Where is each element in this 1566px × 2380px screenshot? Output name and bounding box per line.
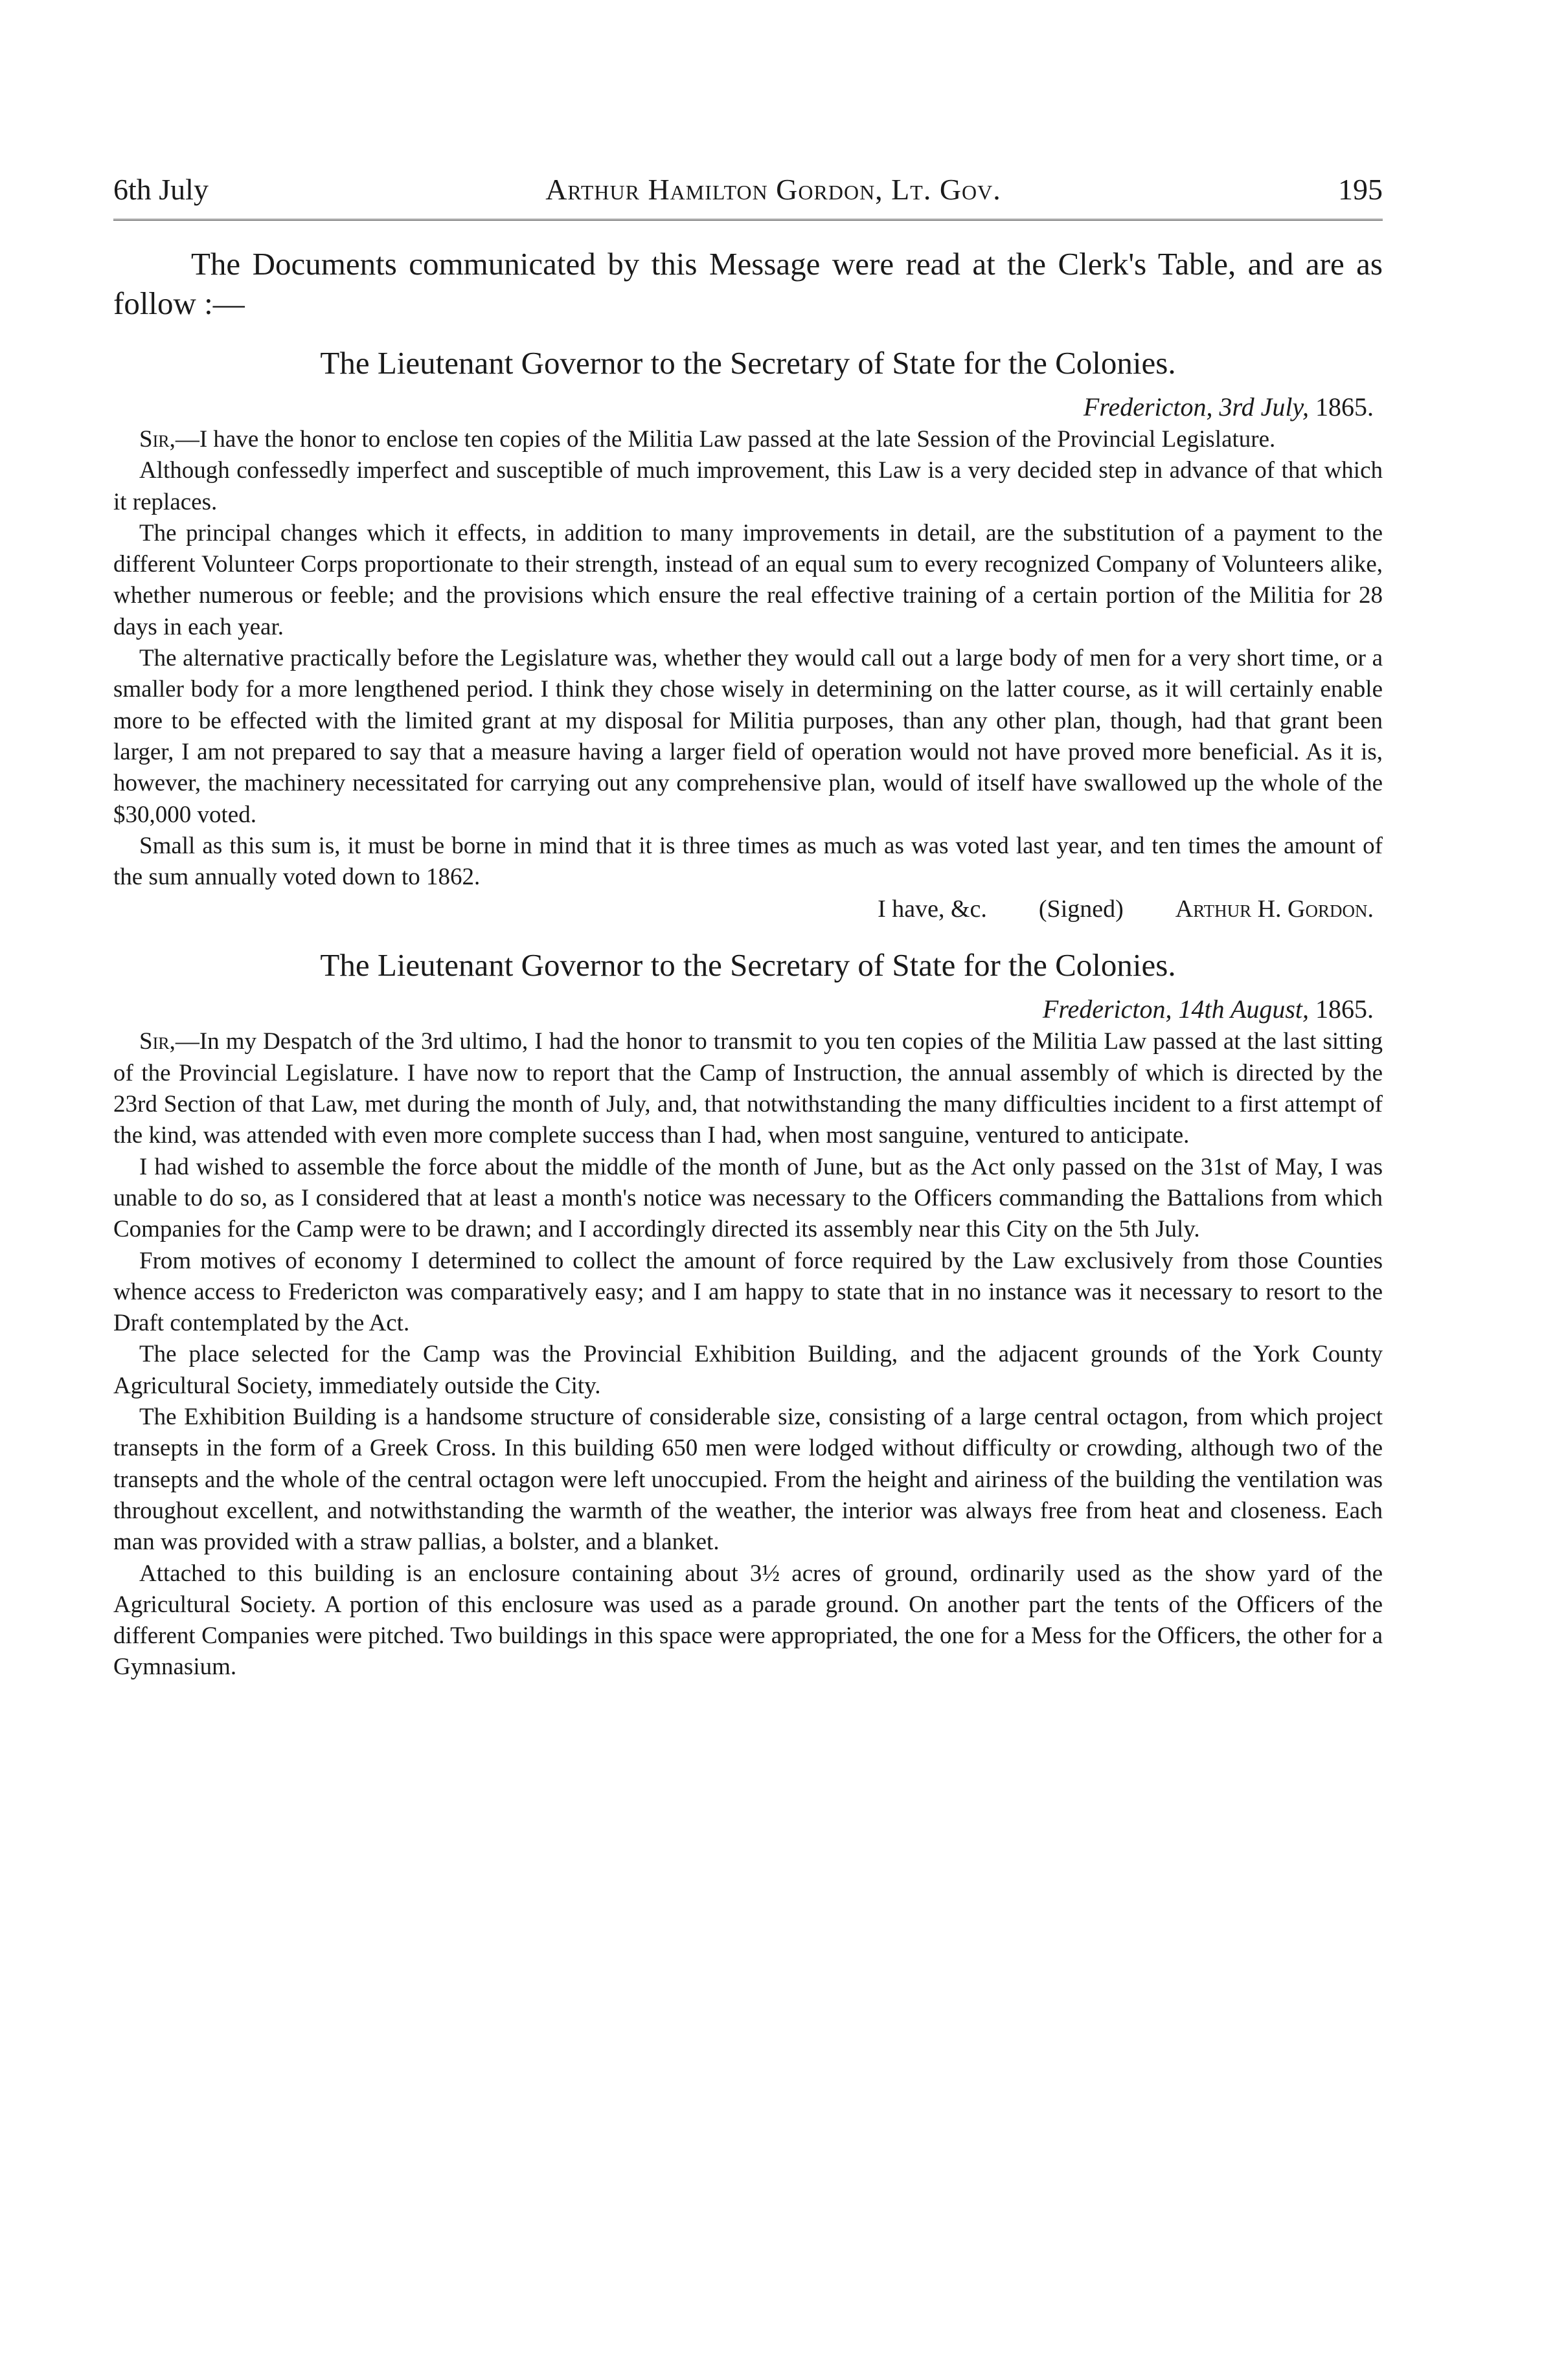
letter-2-dateline-year: 1865. [1315,994,1374,1024]
letter-1-paragraph: The principal changes which it effects, in addition to many improvements in detail, are the substitution of a payment to the different Volunteer Corps proportionate to their strength, instead of an equal sum to every recognized Company of Volunteers alike, whether numerous or feeble; and the provisions which ensure the real effective training of a certain portion of the Militia for 28 days in each year. [113,519,1383,640]
letter-2-paragraph: Sir,—In my Despatch of the 3rd ultimo, I had the honor to transmit to you ten copies of the Militia Law passed at the last sitting of the Provincial Legislature. I have now to report that the Camp of Instruction, the annual assembly of which is directed by the 23rd Section of that Law, met during the month of July, and, that notwithstanding the many difficulties incident to a first attempt of the kind, was attended with even more complete success than I had, when most sanguine, ventured to anticipate. [113,1028,1383,1149]
letter-1 [113,344,1383,925]
letter-1-paragraph: The alternative practically before the Legislature was, whether they would call out a large body of men for a very short time, or a smaller body for a more lengthened period. I think they chose wisely in determining on the latter course, as it will certainly enable more to be effected with the limited grant at my disposal for Militia purposes, than any other plan, though, had that grant been larger, I am not prepared to say that a measure having a larger field of operation would not have proved more beneficial. As it is, however, the machinery necessitated for carrying out any comprehensive plan, would of itself have swallowed up the whole of the $30,000 voted. [113,645,1383,828]
letter-2-dateline [113,993,1374,1026]
document-page [113,175,1383,1683]
letter-2-paragraph: From motives of economy I determined to collect the amount of force required by the Law exclusively from those Counties whence access to Fredericton was comparatively easy; and I am happy to state that in no instance was it necessary to resort to the Draft contemplated by the Act. [113,1247,1383,1337]
running-header [113,175,1383,205]
letter-1-signature [113,893,1374,925]
letter-2-paragraph: I had wished to assemble the force about the middle of the month of June, but as the Act only passed on the 31st of May, I was unable to do so, as I considered that at least a month's notice was necessary to the Officers commanding the Battalions from which Companies for the Camp were to be drawn; and I accordingly directed its assembly near this City on the 5th July. [113,1153,1383,1243]
header-rule [113,219,1383,221]
letter-1-signed: (Signed) [1038,895,1124,923]
intro-paragraph: The Documents communicated by this Message were read at the Clerk's Table, and are as follow :— [113,246,1383,321]
header-date: 6th July [113,173,209,206]
letter-2-dateline-place: Fredericton, 14th August, [1042,994,1309,1024]
letter-2 [113,946,1383,1683]
letter-1-signer: Arthur H. Gordon. [1175,895,1374,923]
letter-2-paragraph: The place selected for the Camp was the Provincial Exhibition Building, and the adjacent grounds of the York County Agricultural Society, immediately outside the City. [113,1341,1383,1399]
letter-1-dateline-year: 1865. [1315,392,1374,421]
letter-2-paragraph: Attached to this building is an enclosure containing about 3½ acres of ground, ordinarily used as the show yard of the Agricultural Society. A portion of this enclosure was used as a parade ground. On another part the tents of the Officers of the different Companies were pitched. Two buildings in this space were appropriated, the one for a Mess for the Officers, the other for a Gymnasium. [113,1560,1383,1681]
letter-1-dateline-place: Fredericton, 3rd July, [1083,392,1309,421]
letter-1-closing: I have, &c. [878,895,987,923]
letter-2-paragraph: The Exhibition Building is a handsome structure of considerable size, consisting of a large central octagon, from which project transepts in the form of a Greek Cross. In this building 650 men were lodged without difficulty or crowding, although two of the transepts and the whole of the central octagon were left unoccupied. From the height and airiness of the building the ventilation was throughout excellent, and notwithstanding the warmth of the weather, the interior was always free from heat and closeness. Each man was provided with a straw pallias, a bolster, and a blanket. [113,1404,1383,1556]
letter-1-salutation: Sir, [139,426,176,453]
letter-1-paragraph: Sir,—I have the honor to enclose ten copies of the Militia Law passed at the late Session of the Provincial Legislature. [139,426,1276,453]
letter-1-heading: The Lieutenant Governor to the Secretary of State for the Colonies. [320,345,1176,381]
letter-1-dateline [113,390,1374,424]
letter-1-paragraph: Although confessedly imperfect and susceptible of much improvement, this Law is a very decided step in advance of that which it replaces. [113,457,1383,515]
letter-2-salutation: Sir, [139,1028,176,1055]
page-number: 195 [1337,173,1383,206]
letter-2-heading: The Lieutenant Governor to the Secretary of State for the Colonies. [320,947,1176,983]
letter-1-paragraph: Small as this sum is, it must be borne in mind that it is three times as much as was voted last year, and ten times the amount of the sum annually voted down to 1862. [113,832,1383,891]
header-title: Arthur Hamilton Gordon, Lt. Gov. [545,173,1001,206]
